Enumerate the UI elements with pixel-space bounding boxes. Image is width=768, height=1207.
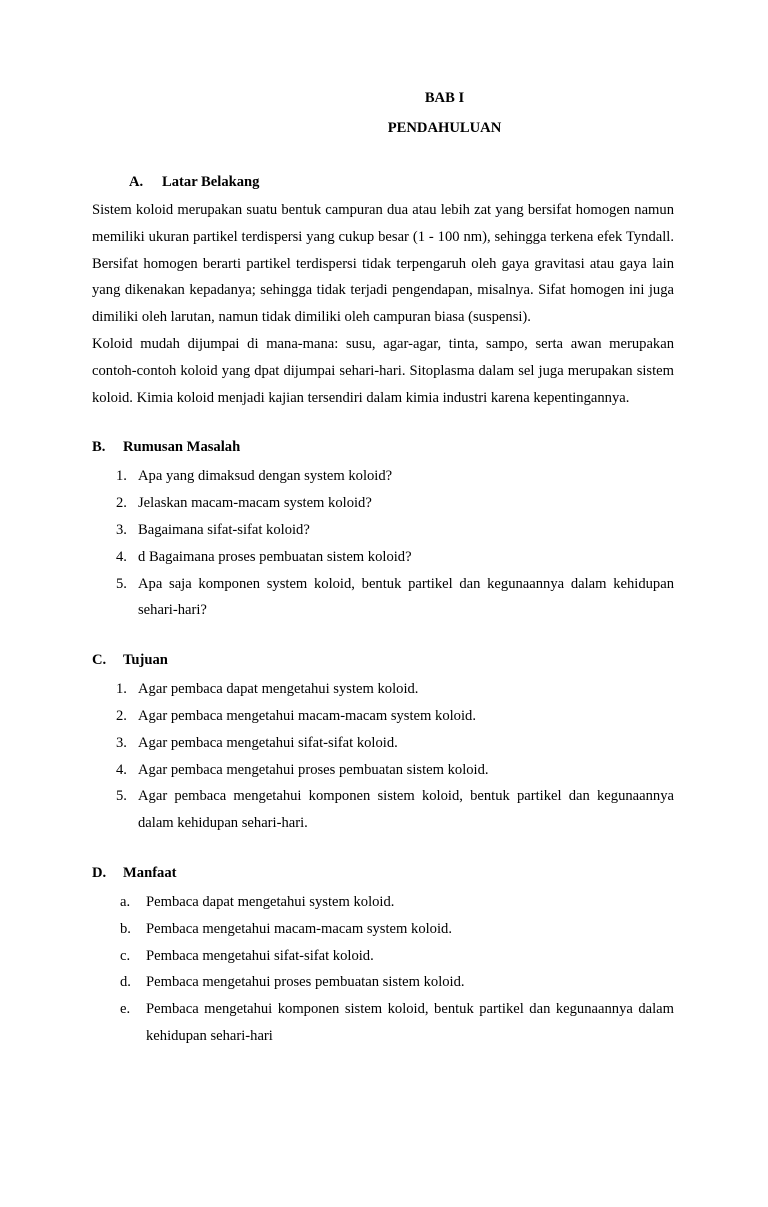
- rumusan-masalah-list: [92, 463, 674, 624]
- section-title: Rumusan Masalah: [123, 439, 241, 456]
- list-item: [92, 969, 674, 996]
- chapter-title: PENDAHULUAN: [387, 120, 502, 136]
- list-marker: 1.: [116, 468, 127, 485]
- list-item: [92, 703, 674, 730]
- list-item: [92, 889, 674, 916]
- list-marker: 4.: [116, 761, 127, 778]
- section-title: Manfaat: [123, 864, 177, 881]
- section-letter: A.: [129, 174, 144, 190]
- section-heading-rumusan-masalah: [92, 437, 674, 457]
- list-item-text: Pembaca mengetahui proses pembuatan sistem koloid.: [146, 974, 465, 991]
- paragraph: Sistem koloid merupakan suatu bentuk campuran dua atau lebih zat yang bersifat homogen namun memiliki ukuran partikel terdispersi yang cukup besar (1 - 100 nm), sehingga terkena efek Tyndall. Bersifat homogen berarti partikel terdispersi tidak terpengaruh oleh gaya gravitasi atau gaya lain yang dikenakan kepadanya; sehingga tidak terjadi pengendapan, misalnya. Sifat homogen ini juga dimiliki oleh larutan, namun tidak dimiliki oleh campuran biasa (suspensi).: [92, 202, 674, 326]
- chapter-number: BAB I: [424, 90, 465, 106]
- list-item: [92, 757, 674, 784]
- paragraph: Koloid mudah dijumpai di mana-mana: susu, agar-agar, tinta, sampo, serta awan merupakan contoh-contoh koloid yang dpat dijumpai sehari-hari. Sitoplasma dalam sel juga merupakan sistem koloid. Kimia koloid menjadi kajian tersendiri dalam kimia industri karena kepentingannya.: [92, 335, 674, 406]
- document-page: [92, 88, 674, 1050]
- list-marker: c.: [120, 947, 131, 964]
- list-item: [92, 463, 674, 490]
- section-letter: C.: [92, 652, 107, 669]
- list-item: [92, 783, 674, 837]
- list-item: [92, 571, 674, 625]
- list-item-text: Bagaimana sifat-sifat koloid?: [138, 521, 310, 538]
- list-item: [92, 943, 674, 970]
- list-item-text: Agar pembaca mengetahui proses pembuatan sistem koloid.: [138, 761, 489, 778]
- list-item-text: Agar pembaca mengetahui komponen sistem koloid, bentuk partikel dan kegunaannya dalam kehidupan sehari-hari.: [138, 788, 674, 832]
- list-marker: d.: [120, 974, 131, 991]
- list-item-text: Pembaca mengetahui macam-macam system koloid.: [146, 920, 452, 937]
- list-item: [92, 730, 674, 757]
- list-marker: 2.: [116, 495, 127, 512]
- list-item: [92, 996, 674, 1050]
- list-marker: 1.: [116, 681, 127, 698]
- list-item-text: Jelaskan macam-macam system koloid?: [138, 495, 372, 512]
- tujuan-list: [92, 676, 674, 837]
- list-item-text: Apa yang dimaksud dengan system koloid?: [138, 468, 393, 485]
- list-item: [92, 676, 674, 703]
- list-marker: 2.: [116, 707, 127, 724]
- list-marker: 3.: [116, 734, 127, 751]
- list-item-text: Pembaca mengetahui sifat-sifat koloid.: [146, 947, 374, 964]
- section-letter: D.: [92, 864, 107, 881]
- section-title: Latar Belakang: [162, 174, 260, 190]
- list-marker: 5.: [116, 788, 127, 805]
- list-item: [92, 916, 674, 943]
- list-marker: b.: [120, 920, 131, 937]
- list-marker: e.: [120, 1001, 131, 1018]
- list-marker: 4.: [116, 548, 127, 565]
- list-item-text: Agar pembaca dapat mengetahui system koloid.: [138, 681, 419, 698]
- section-letter: B.: [92, 439, 106, 456]
- manfaat-list: [92, 889, 674, 1050]
- list-item-text: Pembaca dapat mengetahui system koloid.: [146, 893, 395, 910]
- list-item: [92, 517, 674, 544]
- list-marker: 5.: [116, 575, 127, 592]
- section-title: Tujuan: [123, 652, 168, 669]
- list-item: [92, 544, 674, 571]
- section-heading-manfaat: [92, 863, 674, 883]
- list-item-text: Pembaca mengetahui komponen sistem koloid, bentuk partikel dan kegunaannya dalam kehidupan sehari-hari: [146, 1001, 674, 1044]
- list-item: [92, 490, 674, 517]
- list-item-text: Agar pembaca mengetahui macam-macam system koloid.: [138, 707, 476, 724]
- list-item-text: d Bagaimana proses pembuatan sistem koloid?: [138, 548, 412, 565]
- list-item-text: Agar pembaca mengetahui sifat-sifat koloid.: [138, 734, 398, 751]
- section-heading-tujuan: [92, 650, 674, 670]
- list-marker: a.: [120, 893, 131, 910]
- section-heading-latar-belakang: [92, 172, 674, 192]
- list-marker: 3.: [116, 521, 127, 538]
- list-item-text: Apa saja komponen system koloid, bentuk partikel dan kegunaannya dalam kehidupan sehari-hari?: [138, 575, 674, 619]
